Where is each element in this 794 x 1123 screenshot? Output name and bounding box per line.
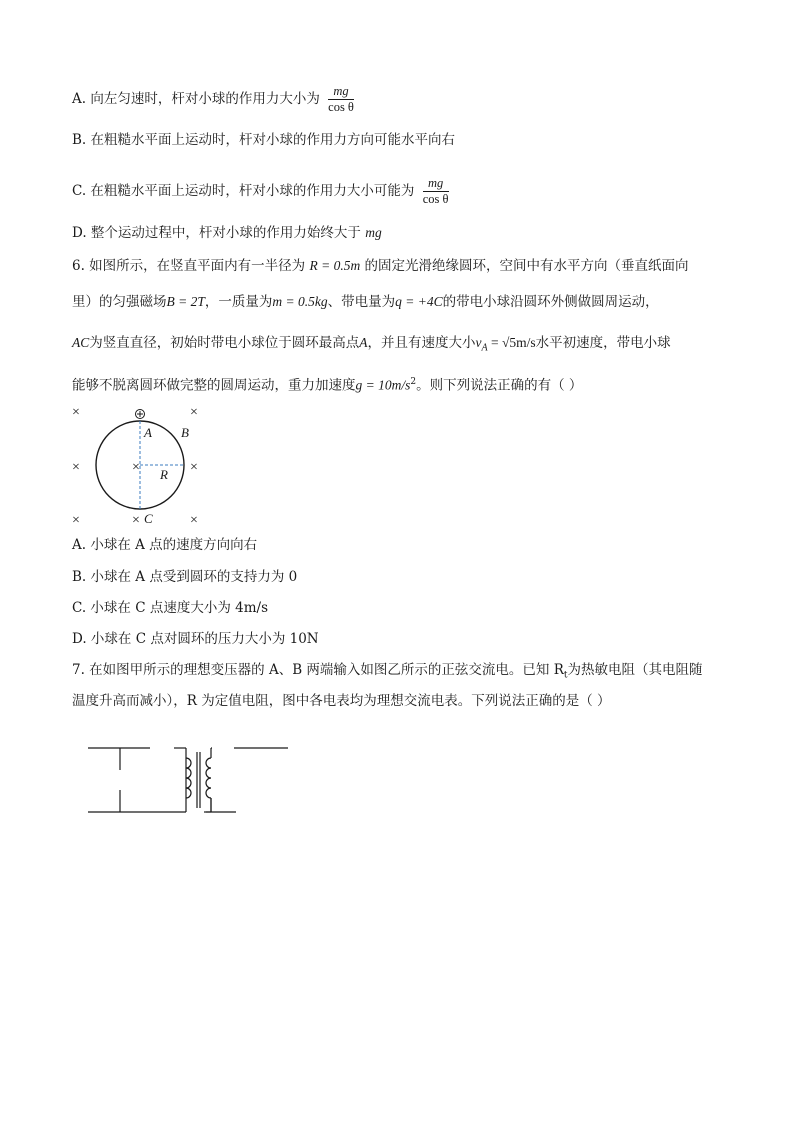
- q6-option-b: B. 小球在 A 点受到圆环的支持力为 0: [72, 569, 298, 585]
- primary-coil: [186, 758, 191, 798]
- text: 为热敏电阻（其电阻随: [567, 662, 703, 678]
- math: A: [359, 335, 368, 350]
- q5-option-c: [72, 176, 449, 207]
- text: ，一质量为: [204, 294, 273, 310]
- q7-stem-line-2: 温度升高而减小），R 为定值电阻，图中各电表均为理想交流电表。下列说法正确的是（ ）: [72, 693, 611, 709]
- math: q = +4C: [395, 294, 443, 309]
- q6-option-c: C. 小球在 C 点速度大小为 4m/s: [72, 600, 269, 616]
- q5-option-a-text: A. 向左匀速时，杆对小球的作用力大小为: [72, 91, 320, 107]
- text: 能够不脱离圆环做完整的圆周运动，重力加速度: [72, 377, 356, 394]
- q5-option-c-fraction: [423, 176, 449, 207]
- q5-option-a-fraction: [328, 84, 354, 115]
- text: 里）的匀强磁场: [72, 294, 167, 310]
- q6-stem-line-4: [72, 372, 582, 396]
- field-cross: ×: [72, 460, 80, 475]
- field-cross: ×: [132, 460, 140, 475]
- q5-option-d: [72, 223, 382, 243]
- q6-option-d: D. 小球在 C 点对圆环的压力大小为 10N: [72, 631, 319, 647]
- q6-stem-line-2: [72, 292, 659, 312]
- q5-option-b: B. 在粗糙水平面上运动时，杆对小球的作用力方向可能水平向右: [72, 132, 456, 148]
- math-subscript: t: [563, 670, 568, 681]
- text: 、带电量为: [327, 294, 396, 310]
- text: 。则下列说法正确的有（ ）: [416, 377, 583, 394]
- q5-option-d-math: mg: [365, 225, 382, 240]
- fraction-denominator: cos θ: [328, 100, 354, 114]
- math-subscript: A: [481, 342, 488, 354]
- secondary-coil: [206, 758, 211, 798]
- math: B = 2T: [166, 294, 205, 309]
- label-c: C: [144, 511, 153, 526]
- math: R = 0.5m: [309, 258, 361, 273]
- field-cross: ×: [190, 460, 198, 475]
- q6-ring-figure: [68, 402, 213, 528]
- math: = √5m/s: [487, 335, 536, 350]
- text: 7. 在如图甲所示的理想变压器的 A、B 两端输入如图乙所示的正弦交流电。已知 R: [72, 662, 564, 678]
- q6-option-a: A. 小球在 A 点的速度方向向右: [72, 537, 258, 553]
- label-a: A: [144, 425, 152, 440]
- text: 水平初速度，带电小球: [535, 335, 671, 351]
- math: AC: [72, 335, 90, 350]
- q7-transformer-circuit: [76, 730, 306, 864]
- field-cross: ×: [72, 405, 80, 420]
- text: 为竖直直径，初始时带电小球位于圆环最高点: [89, 335, 360, 351]
- math: g = 10m/s: [355, 377, 411, 393]
- text: ，并且有速度大小: [367, 335, 476, 351]
- field-cross: ×: [190, 513, 198, 528]
- math: v: [475, 335, 482, 350]
- q5-option-a: [72, 84, 354, 115]
- fraction-numerator: mg: [423, 176, 449, 192]
- fraction-denominator: cos θ: [422, 192, 449, 206]
- label-r: R: [160, 467, 168, 482]
- label-b: B: [181, 425, 189, 440]
- q6-stem-line-3: [72, 333, 671, 359]
- field-cross: ×: [132, 513, 140, 528]
- fraction-numerator: mg: [328, 84, 354, 100]
- math: m = 0.5kg: [272, 294, 328, 309]
- q5-option-d-text: D. 整个运动过程中，杆对小球的作用力始终大于: [72, 225, 361, 241]
- field-cross: ×: [190, 405, 198, 420]
- q6-stem-line-1: [72, 256, 689, 276]
- q7-stem-line-1: [72, 660, 703, 686]
- text: 的带电小球沿圆环外侧做圆周运动，: [442, 294, 659, 310]
- text: 的固定光滑绝缘圆环，空间中有水平方向（垂直纸面向: [364, 258, 689, 274]
- text: 6. 如图所示，在竖直平面内有一半径为: [72, 258, 306, 274]
- math-superscript: 2: [410, 377, 417, 387]
- field-cross: ×: [72, 513, 80, 528]
- q5-option-c-text: C. 在粗糙水平面上运动时，杆对小球的作用力大小可能为: [72, 183, 415, 199]
